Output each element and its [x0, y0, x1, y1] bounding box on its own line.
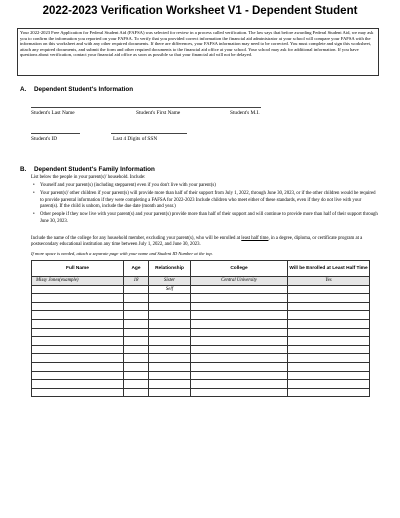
cell-name[interactable] — [32, 294, 124, 303]
cell-half-time[interactable] — [288, 328, 370, 337]
table-row — [32, 380, 370, 389]
bullet-text: Yourself and your parent(s) (including stepparent) even if you don't live with your parent(s) — [40, 183, 216, 188]
cell-age: 18 — [124, 277, 149, 286]
cell-name[interactable] — [32, 345, 124, 354]
cell-relationship[interactable] — [149, 371, 191, 380]
section-b-heading — [20, 166, 155, 173]
bullet-text: Your parent(s)' other children if your parent(s) will provide more than half of their support from July 1, 2022, through June 30, 2023, or if the other children would be required to provide parental information if they were completing a FAFSA for 2022-2023 Include children who meet either of these standards, even if they do not live with your parent(s). If the child is unborn, include the due date (month and year.) — [40, 191, 376, 209]
cell-college[interactable] — [191, 311, 288, 320]
table-row — [32, 337, 370, 346]
cell-age[interactable] — [124, 311, 149, 320]
cell-name[interactable] — [32, 285, 124, 294]
college-note-underline: least half time — [241, 236, 269, 241]
cell-college[interactable] — [191, 388, 288, 397]
intro-box: Your 2022-2023 Free Application for Federal Student Aid (FAFSA) was selected for review in a process called verification. The law says that before awarding Federal Student Aid, we may ask you to confirm the information you reported on your FAFSA. To verify that you provided correct information the financial aid administrator at your school will compare your FAFSA with the information on this worksheet and with any other required documents. If there are differences, your FAFSA information may need to be corrected. You must complete and sign this worksheet, attach any required documents, and submit the form and other required documents to the financial aid office at your school. Your school may ask for additional information. If you have questions about verification, contact your financial aid office as soon as possible so that your financial aid will not be delayed. — [17, 28, 379, 76]
cell-college[interactable] — [191, 345, 288, 354]
table-row — [32, 311, 370, 320]
household-bullet-list — [33, 183, 379, 225]
table-row — [32, 285, 370, 294]
col-full-name: Full Name — [32, 261, 124, 277]
cell-half-time[interactable] — [288, 319, 370, 328]
cell-college[interactable] — [191, 380, 288, 389]
bullet-text: Other people if they now live with your parent(s) and your parent(s) provide more than half of their support and will continue to provide more than half of their support through June 30, 2023. — [40, 212, 378, 224]
first-name-label: Student's First Name — [136, 110, 181, 116]
cell-name: Missy Jones(example) — [32, 277, 124, 286]
section-a-title: Dependent Student's Information — [34, 86, 134, 93]
cell-age[interactable] — [124, 319, 149, 328]
cell-age[interactable] — [124, 345, 149, 354]
section-b-title: Dependent Student's Family Information — [34, 166, 155, 173]
col-age: Age — [124, 261, 149, 277]
table-row — [32, 302, 370, 311]
cell-age[interactable] — [124, 337, 149, 346]
cell-half-time[interactable] — [288, 380, 370, 389]
cell-half-time[interactable] — [288, 345, 370, 354]
cell-name[interactable] — [32, 302, 124, 311]
col-college: College — [191, 261, 288, 277]
cell-age[interactable] — [124, 328, 149, 337]
cell-college[interactable] — [191, 302, 288, 311]
cell-college[interactable] — [191, 337, 288, 346]
cell-college[interactable] — [191, 371, 288, 380]
cell-name[interactable] — [32, 311, 124, 320]
household-table — [31, 260, 370, 397]
cell-relationship: Sister — [149, 277, 191, 286]
cell-half-time[interactable] — [288, 388, 370, 397]
cell-relationship[interactable] — [149, 380, 191, 389]
middle-initial-label: Student's M.I. — [230, 110, 260, 116]
cell-age[interactable] — [124, 362, 149, 371]
col-half-time: Will be Enrolled at Least Half Time — [288, 261, 370, 277]
table-row — [32, 362, 370, 371]
cell-college[interactable] — [191, 294, 288, 303]
cell-college[interactable] — [191, 285, 288, 294]
cell-age[interactable] — [124, 354, 149, 363]
cell-name[interactable] — [32, 328, 124, 337]
cell-relationship[interactable] — [149, 294, 191, 303]
cell-relationship[interactable] — [149, 328, 191, 337]
cell-relationship[interactable] — [149, 311, 191, 320]
cell-name[interactable] — [32, 319, 124, 328]
cell-college[interactable] — [191, 328, 288, 337]
table-row — [32, 345, 370, 354]
cell-half-time[interactable] — [288, 294, 370, 303]
cell-half-time[interactable] — [288, 371, 370, 380]
table-row-example — [32, 277, 370, 286]
cell-relationship: Self — [149, 285, 191, 294]
student-id-label: Student's ID — [31, 136, 58, 142]
cell-college: Central University — [191, 277, 288, 286]
cell-half-time[interactable] — [288, 337, 370, 346]
cell-name[interactable] — [32, 371, 124, 380]
section-a-letter: A. — [20, 86, 27, 93]
name-signature-line — [31, 107, 261, 108]
cell-relationship[interactable] — [149, 388, 191, 397]
cell-age[interactable] — [124, 294, 149, 303]
table-row — [32, 388, 370, 397]
cell-half-time[interactable] — [288, 285, 370, 294]
cell-relationship[interactable] — [149, 345, 191, 354]
table-row — [32, 294, 370, 303]
last-name-label: Student's Last Name — [31, 110, 75, 116]
cell-half-time[interactable] — [288, 311, 370, 320]
col-relationship: Relationship — [149, 261, 191, 277]
cell-name[interactable] — [32, 380, 124, 389]
table-row — [32, 354, 370, 363]
cell-half-time: Yes — [288, 277, 370, 286]
cell-college[interactable] — [191, 362, 288, 371]
cell-relationship[interactable] — [149, 362, 191, 371]
cell-age[interactable] — [124, 302, 149, 311]
section-b-letter: B. — [20, 166, 27, 173]
cell-age[interactable] — [124, 371, 149, 380]
ssn-label: Last 4 Digits of SSN — [113, 136, 158, 142]
college-note — [31, 236, 381, 248]
college-note-post: , in a degree, diploma, or certificate program at a postsecondary educational institution any time between July 1, 2022, and June 30, 2023. — [31, 236, 363, 247]
cell-relationship[interactable] — [149, 354, 191, 363]
cell-name[interactable] — [32, 362, 124, 371]
cell-half-time[interactable] — [288, 354, 370, 363]
list-item: • Other people if they now live with your parent(s) and your parent(s) provide more than half of their support and will continue to provide more than half of their support through June 30, 2023. — [33, 212, 378, 224]
cell-relationship[interactable] — [149, 319, 191, 328]
household-lead-text: List below the people in your parent(s)' household. Include: — [31, 175, 146, 180]
cell-name[interactable] — [32, 337, 124, 346]
cell-age[interactable] — [124, 380, 149, 389]
list-item: • Yourself and your parent(s) (including stepparent) even if you don't live with your parent(s) — [33, 183, 216, 188]
cell-relationship[interactable] — [149, 302, 191, 311]
more-space-note: If more space is needed, attach a separate page with your name and Student ID Number at the top. — [31, 251, 213, 256]
college-note-pre: Include the name of the college for any household member, excluding your parent(s), who will be enrolled at — [31, 236, 242, 241]
cell-name[interactable] — [32, 388, 124, 397]
cell-age[interactable] — [124, 285, 149, 294]
cell-half-time[interactable] — [288, 362, 370, 371]
cell-college[interactable] — [191, 319, 288, 328]
ssn-line — [111, 133, 187, 134]
table-row — [32, 328, 370, 337]
cell-age[interactable] — [124, 388, 149, 397]
cell-relationship[interactable] — [149, 337, 191, 346]
table-header-row — [32, 261, 370, 277]
table-row — [32, 371, 370, 380]
section-a-heading — [20, 86, 133, 93]
cell-college[interactable] — [191, 354, 288, 363]
student-id-line — [31, 133, 80, 134]
cell-name[interactable] — [32, 354, 124, 363]
list-item: • Your parent(s)' other children if your parent(s) will provide more than half of their support from July 1, 2022, through June 30, 2023, or if the other children would be required to provide parental information if they were completing a FAFSA for 2022-2023 Include children who meet either of these standards, even if they do not live with your parent(s). If the child is unborn, include the due date (month and year.) — [33, 191, 376, 209]
cell-half-time[interactable] — [288, 302, 370, 311]
page-title: 2022-2023 Verification Worksheet V1 - Dependent Student — [42, 5, 358, 17]
table-row — [32, 319, 370, 328]
